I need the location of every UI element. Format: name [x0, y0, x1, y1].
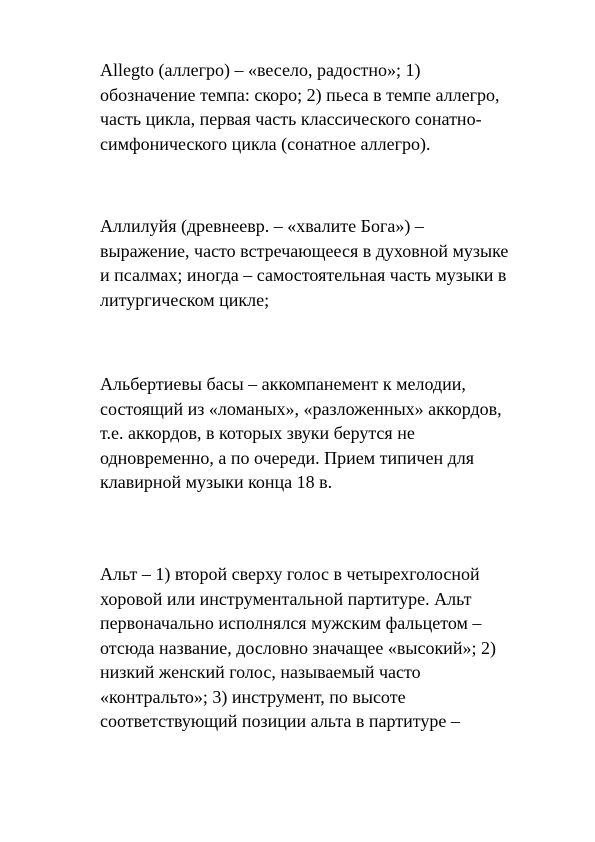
- text-line: «контральто»; 3) инструмент, по высоте: [100, 686, 406, 707]
- text-line: отсюда название, дословно значащее «высокий»; 2): [100, 637, 496, 658]
- text-line: Аллилуйя (древнеевр. – «хвалите Бога») –: [100, 216, 424, 236]
- text-line: и псалмах; иногда – самостоятельная часть музыки в: [100, 265, 507, 285]
- text-line: одновременно, а по очереди. Прием типичен для: [100, 447, 475, 468]
- glossary-entry-alleluia: [100, 214, 580, 312]
- text-line: состоящий из «ломаных», «разложенных» аккордов,: [100, 398, 502, 419]
- text-line: выражение, часто встречающееся в духовной музыке: [100, 240, 509, 261]
- text-line: Альбертиевы басы – аккомпанемент к мелодии,: [100, 374, 466, 394]
- glossary-entry-alberti-bass: [100, 372, 580, 495]
- text-line: клавирной музыки конца 18 в.: [100, 472, 333, 492]
- glossary-entry-allegro: [100, 58, 580, 156]
- text-line: Allegto (аллегро) – «весело, радостно»; 1): [100, 60, 421, 80]
- text-line: симфонического цикла (сонатное аллегро).: [100, 133, 431, 154]
- text-line: первоначально исполнялся мужским фальцетом –: [100, 613, 482, 633]
- text-line: литургическом цикле;: [100, 289, 270, 310]
- text-line: хоровой или инструментальной партитуре. Альт: [100, 588, 472, 609]
- text-line: обозначение темпа: скоро; 2) пьеса в темпе аллегро,: [100, 84, 500, 105]
- text-line: соответствующий позиции альта в партитуре –: [100, 711, 460, 731]
- text-line: т.е. аккордов, в которых звуки берутся не: [100, 423, 415, 443]
- text-line: Альт – 1) второй сверху голос в четырехголосной: [100, 564, 480, 584]
- text-line: низкий женский голос, называемый часто: [100, 662, 421, 682]
- glossary-entry-alto: [100, 562, 580, 734]
- text-line: часть цикла, первая часть классического сонатно-: [100, 109, 482, 129]
